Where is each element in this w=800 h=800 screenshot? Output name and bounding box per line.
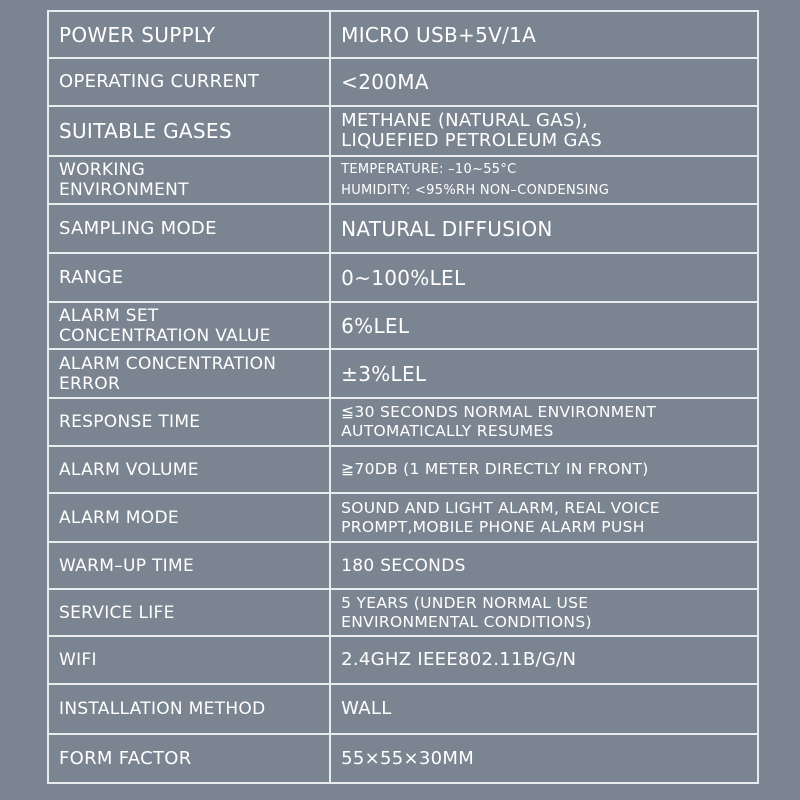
spec-row	[48, 636, 758, 684]
spec-row	[48, 446, 758, 493]
spec-label-cell	[48, 398, 330, 446]
spec-value-text: 2.4GHZ IEEE802.11B/G/N	[341, 649, 577, 670]
spec-value-cell	[330, 684, 758, 734]
spec-value-text: MICRO USB+5V/1A	[341, 22, 537, 47]
spec-row	[48, 156, 758, 204]
spec-value-text: <200MA	[341, 70, 429, 94]
spec-label-text: SAMPLING MODE	[59, 217, 217, 239]
spec-value-text: PROMPT,MOBILE PHONE ALARM PUSH	[341, 517, 645, 536]
spec-value-text: 180 SECONDS	[341, 555, 466, 576]
spec-row	[48, 684, 758, 734]
spec-label-cell	[48, 11, 330, 58]
spec-label-cell	[48, 106, 330, 156]
spec-label-text: WORKING	[59, 160, 146, 180]
spec-value-text: AUTOMATICALLY RESUMES	[341, 422, 554, 440]
spec-label-cell	[48, 636, 330, 684]
spec-value-text: ±3%LEL	[341, 361, 427, 386]
spec-value-text: SOUND AND LIGHT ALARM, REAL VOICE	[341, 498, 660, 517]
spec-value-text: LIQUEFIED PETROLEUM GAS	[341, 130, 603, 151]
spec-label-text: ALARM SET	[59, 305, 159, 326]
spec-value-text: METHANE (NATURAL GAS),	[341, 110, 588, 131]
spec-label-cell	[48, 349, 330, 398]
spec-value-text: 55×55×30MM	[341, 747, 475, 769]
spec-label-cell	[48, 542, 330, 589]
spec-row	[48, 589, 758, 636]
spec-label-text: WIFI	[59, 650, 97, 670]
spec-value-cell	[330, 636, 758, 684]
spec-table	[47, 10, 759, 784]
spec-value-cell	[330, 589, 758, 636]
spec-row	[48, 106, 758, 156]
spec-label-cell	[48, 734, 330, 783]
spec-value-cell	[330, 446, 758, 493]
spec-value-cell	[330, 734, 758, 783]
spec-row	[48, 349, 758, 398]
spec-value-cell	[330, 204, 758, 253]
spec-value-cell	[330, 302, 758, 349]
spec-label-cell	[48, 446, 330, 493]
spec-label-text: ENVIRONMENT	[59, 180, 189, 200]
spec-label-text: ALARM VOLUME	[59, 459, 199, 480]
spec-value-cell	[330, 542, 758, 589]
spec-row	[48, 58, 758, 106]
spec-label-text: ALARM MODE	[59, 507, 179, 528]
spec-label-text: WARM–UP TIME	[59, 555, 194, 576]
spec-label-cell	[48, 684, 330, 734]
spec-value-cell	[330, 493, 758, 542]
spec-value-text: ≦30 SECONDS NORMAL ENVIRONMENT	[341, 403, 657, 421]
spec-label-text: SUITABLE GASES	[59, 119, 232, 143]
spec-label-cell	[48, 302, 330, 349]
spec-label-text: POWER SUPPLY	[59, 22, 216, 47]
spec-label-text: SERVICE LIFE	[59, 602, 175, 623]
spec-row	[48, 253, 758, 302]
spec-label-cell	[48, 58, 330, 106]
spec-value-text: 6%LEL	[341, 313, 410, 338]
spec-label-cell	[48, 204, 330, 253]
spec-value-text: NATURAL DIFFUSION	[341, 216, 553, 241]
spec-row	[48, 204, 758, 253]
spec-value-text: WALL	[341, 698, 392, 719]
spec-label-cell	[48, 156, 330, 204]
spec-value-text: TEMPERATURE: –10~55°C	[341, 162, 517, 177]
spec-label-text: RANGE	[59, 266, 124, 288]
spec-row	[48, 398, 758, 446]
spec-row	[48, 11, 758, 58]
spec-label-cell	[48, 253, 330, 302]
spec-value-text: 5 YEARS (UNDER NORMAL USE	[341, 593, 589, 612]
spec-label-text: ALARM CONCENTRATION	[59, 353, 277, 374]
spec-label-text: RESPONSE TIME	[59, 412, 201, 432]
spec-label-text: INSTALLATION METHOD	[59, 699, 266, 719]
spec-row	[48, 302, 758, 349]
spec-value-cell	[330, 156, 758, 204]
spec-value-text: 0~100%LEL	[341, 265, 466, 290]
spec-table-body	[48, 11, 758, 783]
spec-row	[48, 493, 758, 542]
spec-value-cell	[330, 106, 758, 156]
spec-row	[48, 542, 758, 589]
spec-value-cell	[330, 58, 758, 106]
spec-label-cell	[48, 589, 330, 636]
spec-label-text: FORM FACTOR	[59, 747, 192, 769]
spec-value-text: ≧70DB (1 METER DIRECTLY IN FRONT)	[341, 460, 649, 478]
spec-label-text: ERROR	[59, 373, 121, 394]
spec-value-text: HUMIDITY: <95%RH NON–CONDENSING	[341, 183, 610, 198]
spec-value-cell	[330, 253, 758, 302]
spec-value-cell	[330, 398, 758, 446]
spec-label-cell	[48, 493, 330, 542]
spec-label-text: CONCENTRATION VALUE	[59, 325, 271, 346]
spec-value-cell	[330, 349, 758, 398]
spec-value-cell	[330, 11, 758, 58]
spec-label-text: OPERATING CURRENT	[59, 71, 260, 92]
spec-value-text: ENVIRONMENTAL CONDITIONS)	[341, 612, 592, 631]
spec-row	[48, 734, 758, 783]
